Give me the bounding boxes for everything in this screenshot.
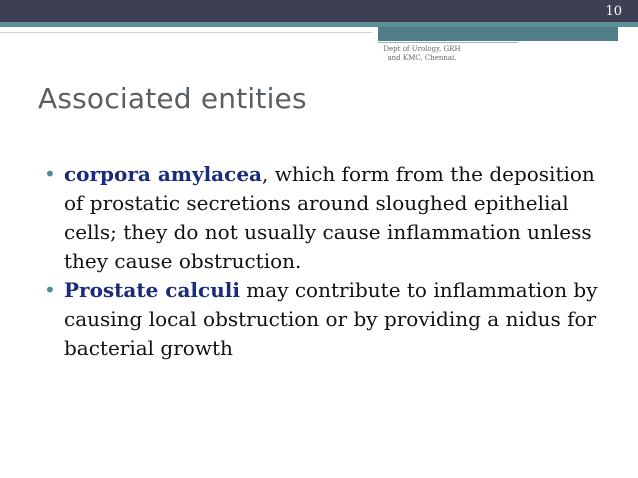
bullet-term: corpora amylacea xyxy=(64,162,262,186)
header-divider xyxy=(0,32,372,33)
slide-header-band xyxy=(0,0,638,22)
slide-number: 10 xyxy=(605,4,622,19)
bullet-text: , which form from the deposition of prostatic secretions around sloughed epithelial cells; they do not usually cause inflammation unless they cause obstruction. xyxy=(64,162,595,273)
bullet-term: Prostate calculi xyxy=(64,278,240,302)
slide-title: Associated entities xyxy=(38,82,307,115)
bullet-item xyxy=(44,276,604,363)
header-divider-right xyxy=(378,42,518,43)
header-accent-block xyxy=(378,27,618,41)
bullet-marker: • xyxy=(44,162,56,186)
department-note-line1: Dept of Urology, GRH xyxy=(383,45,461,53)
bullet-text: may contribute to inflammation by causing local obstruction or by providing a nidus for bacterial growth xyxy=(64,278,598,360)
bullet-item xyxy=(44,160,604,276)
bullet-marker: • xyxy=(44,278,56,302)
department-note-line2: and KMC, Chennai. xyxy=(387,54,457,62)
bullet-list xyxy=(44,160,604,363)
department-note xyxy=(382,45,462,63)
